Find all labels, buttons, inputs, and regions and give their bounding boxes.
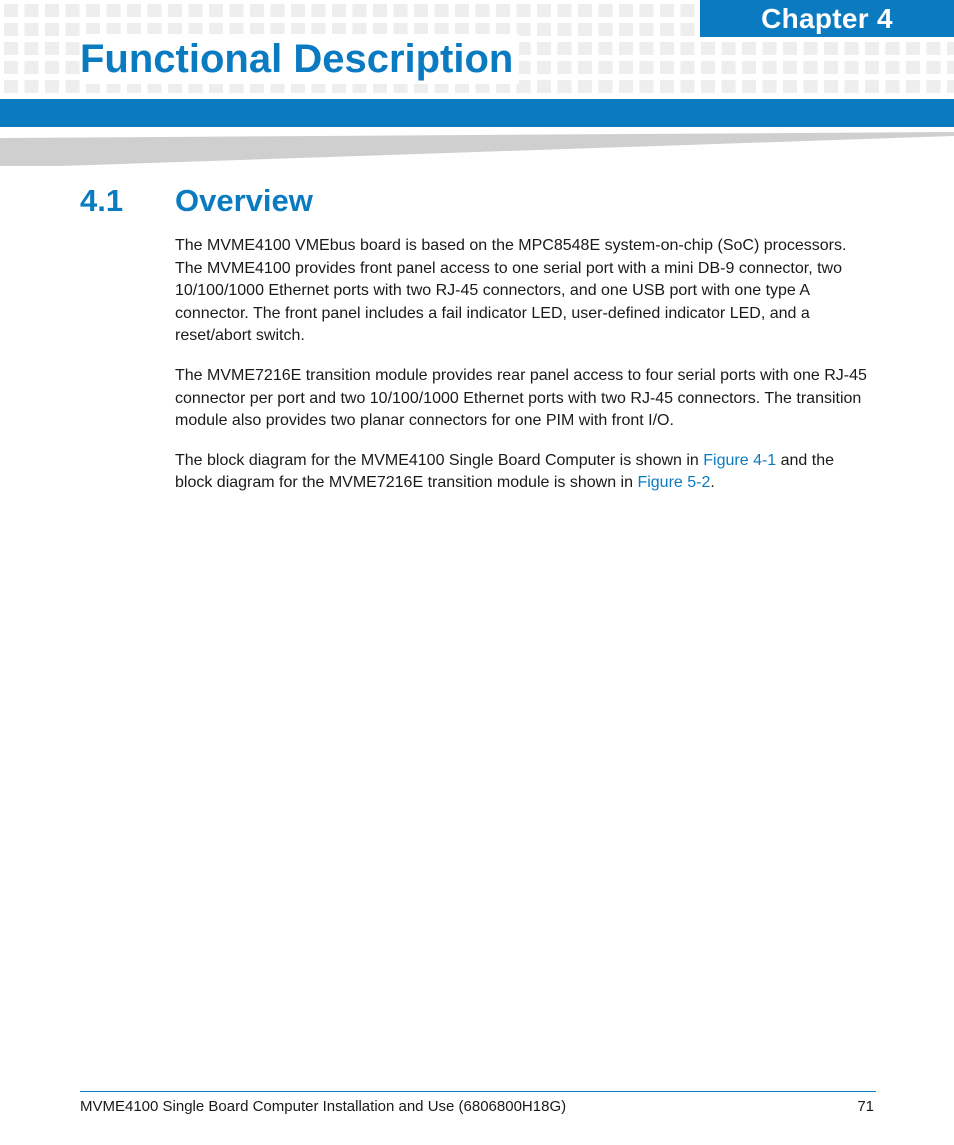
section-heading <box>80 180 313 222</box>
header-grey-swoosh <box>0 130 954 166</box>
footer-rule <box>80 1091 876 1092</box>
header-blue-band <box>0 99 954 127</box>
figure-5-2-link[interactable]: Figure 5-2 <box>637 474 711 492</box>
paragraph-3-text-1: The block diagram for the MVME4100 Single Board Computer is shown in <box>175 451 704 469</box>
paragraph-2: The MVME7216E transition module provides rear panel access to four serial ports with one RJ-45 connector per port and two 10/100/1000 Ethernet ports with two RJ-45 connectors. The transition module also provides two planar connectors for one PIM with front I/O. <box>175 366 867 430</box>
figure-4-1-link[interactable]: Figure 4-1 <box>703 451 777 469</box>
chapter-title: Functional Description <box>80 34 519 84</box>
footer-document-title: MVME4100 Single Board Computer Installation and Use (6806800H18G) <box>80 1098 567 1115</box>
page-number: 71 <box>857 1098 874 1115</box>
section-title: Overview <box>175 183 313 218</box>
paragraph-3-text-3: . <box>710 474 715 492</box>
paragraph-3 <box>175 450 875 495</box>
section-number: 4.1 <box>80 183 124 218</box>
paragraph-3-text-2: and the block diagram for the MVME7216E transition module is shown in <box>175 451 835 492</box>
chapter-tab: Chapter 4 <box>700 0 954 37</box>
body-text <box>175 235 875 512</box>
paragraph-1: The MVME4100 VMEbus board is based on the MPC8548E system-on-chip (SoC) processors. The MVME4100 provides front panel access to one serial port with a mini DB-9 connector, two 10/100/1000 Ethernet ports with two RJ-45 connectors, and one USB port with one type A connector. The front panel includes a fail indicator LED, user-defined indicator LED, and a reset/abort switch. <box>175 237 847 345</box>
